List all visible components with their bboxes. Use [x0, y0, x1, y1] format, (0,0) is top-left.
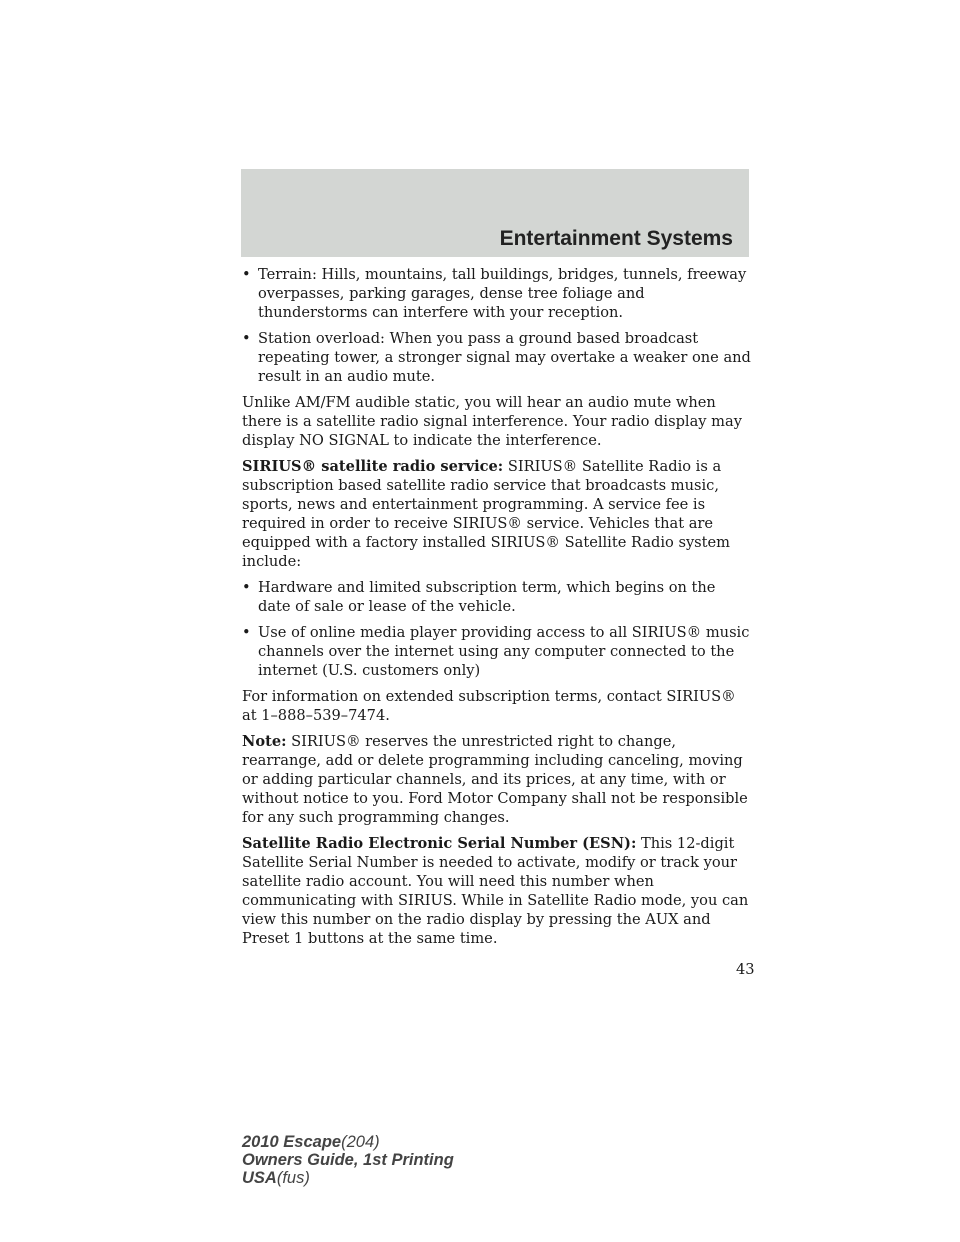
paragraph-esn — [242, 834, 752, 948]
note-label: Note: — [242, 733, 287, 750]
esn-text: This 12-digit Satellite Serial Number is needed to activate, modify or track your satellite radio account. You will need this number when communicating with SIRIUS. While in Satellite Radio mode, you can view this number on the radio display by pressing the AUX and Preset 1 buttons at the same time. — [242, 835, 749, 947]
note-text: SIRIUS® reserves the unrestricted right to change, rearrange, add or delete programming including canceling, moving or adding particular channels, and its prices, at any time, with or without notice to you. Ford Motor Company shall not be responsible for any such programming changes. — [242, 733, 748, 826]
bullet-text: Hardware and limited subscription term, which begins on the date of sale or lease of the vehicle. — [258, 579, 716, 615]
bullet-dot-icon: • — [242, 579, 251, 596]
footer-guide: Owners Guide, 1st Printing — [242, 1151, 454, 1169]
bullet-dot-icon: • — [242, 624, 251, 641]
footer-line-model — [242, 1133, 454, 1151]
sirius-service-label: SIRIUS® satellite radio service: — [242, 458, 504, 475]
paragraph-note — [242, 732, 752, 827]
bullet-text: Use of online media player providing access to all SIRIUS® music channels over the internet using any computer connected to the internet (U.S. customers only) — [258, 624, 750, 679]
section-header-band — [241, 169, 749, 257]
paragraph-subscription-info: For information on extended subscription terms, contact SIRIUS® at 1–888–539–7474. — [242, 688, 736, 724]
footer-model: 2010 Escape — [242, 1133, 342, 1151]
footer-market: USA — [242, 1169, 277, 1187]
footer-market-code: (fus) — [276, 1169, 310, 1187]
bullet-text: Terrain: Hills, mountains, tall buildings, bridges, tunnels, freeway overpasses, parking garages, dense tree foliage and thunderstorms can interfere with your reception. — [258, 266, 747, 321]
document-footer — [242, 1133, 454, 1187]
section-title: Entertainment Systems — [499, 227, 733, 250]
footer-line-market — [242, 1169, 454, 1187]
bullet-hardware — [242, 578, 752, 616]
paragraph-unlike-am-fm: Unlike AM/FM audible static, you will hear an audio mute when there is a satellite radio signal interference. Your radio display may display NO SIGNAL to indicate the interference. — [242, 394, 742, 449]
bullet-text: Station overload: When you pass a ground based broadcast repeating tower, a stronger signal may overtake a weaker one and result in an audio mute. — [258, 330, 751, 385]
bullet-online-player — [242, 623, 752, 680]
paragraph-sirius-service — [242, 457, 752, 571]
bullet-station-overload — [242, 329, 752, 386]
bullet-dot-icon: • — [242, 266, 251, 283]
footer-model-code: (204) — [341, 1133, 380, 1151]
sirius-service-text: SIRIUS® Satellite Radio is a subscription based satellite radio service that broadcasts music, sports, news and entertainment programming. A service fee is required in order to receive SIRIUS® service. Vehicles that are equipped with a factory installed SIRIUS® Satellite Radio system include: — [242, 458, 731, 570]
esn-label: Satellite Radio Electronic Serial Number (ESN): — [242, 835, 637, 852]
bullet-terrain — [242, 265, 752, 322]
bullet-dot-icon: • — [242, 330, 251, 347]
page-body — [242, 265, 752, 955]
page-number: 43 — [736, 961, 755, 978]
